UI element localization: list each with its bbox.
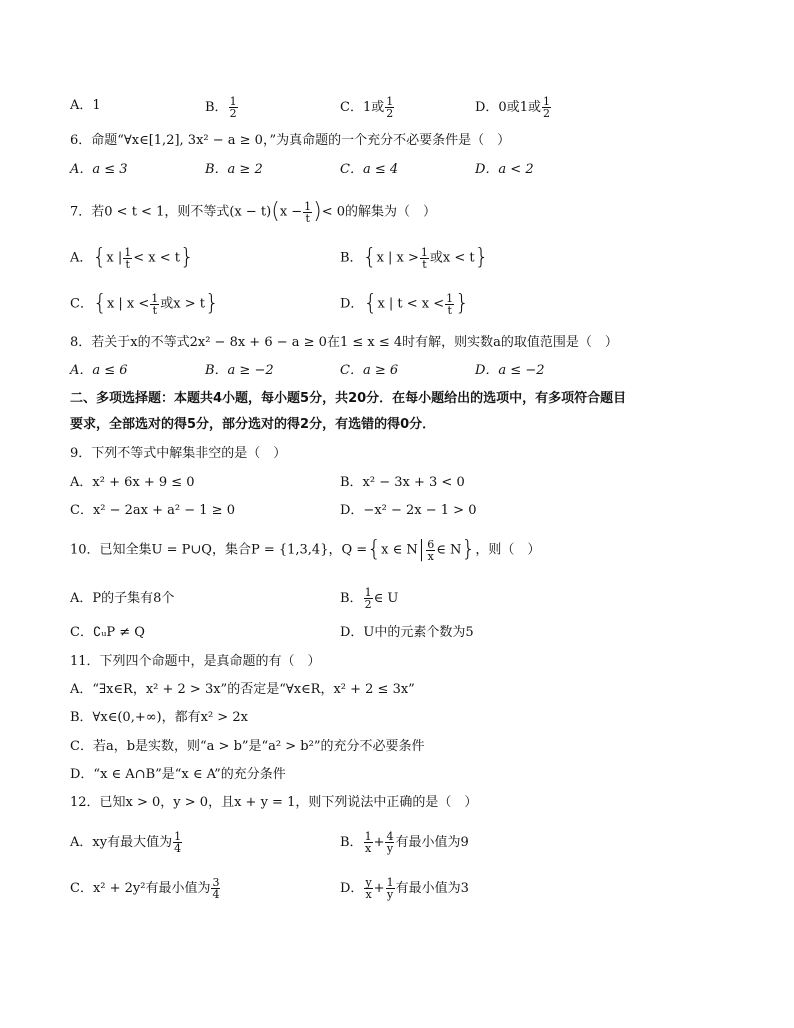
q8-stem-row — [0, 333, 794, 359]
q9-option-c: C．x² − 2ax + a² − 1 ≥ 0 — [70, 503, 235, 518]
q6-option-a: A．a ≤ 3 — [70, 162, 128, 177]
q12-option-d: D． $\frac{y}{x}$ + $\frac{1}{y}$ 有最小值为3 — [340, 876, 469, 901]
q11-option-d: D．“x ∈ A∩B”是“x ∈ A”的充分条件 — [70, 767, 286, 782]
q5-option-a: A．1 — [70, 98, 101, 113]
q6-stem-row — [0, 131, 794, 157]
q7-option-c: C．{x | x < $\frac{1}{t}$ 或x > t} — [70, 291, 220, 317]
q12-options-ab — [0, 826, 794, 860]
q11-option-c-row — [0, 737, 794, 763]
q10-option-d: D．U中的元素个数为5 — [340, 625, 474, 640]
q12-options-cd — [0, 872, 794, 906]
q5-options — [0, 96, 794, 122]
section2-heading-row1 — [0, 389, 794, 415]
q8-option-d: D．a ≤ −2 — [475, 363, 545, 378]
q12-option-a: A．xy有最大值为 $\frac{1}{4}$ — [70, 830, 182, 855]
q7-option-a: A．{x | $\frac{1}{t}$ < x < t} — [70, 245, 194, 271]
q10-option-c: C．∁ᵤP ≠ Q — [70, 625, 145, 640]
q12-stem: 12．已知x > 0，y > 0，且x + y = 1，则下列说法中正确的是（ ） — [70, 795, 478, 810]
q7-options-ab — [0, 243, 794, 273]
q9-stem: 9．下列不等式中解集非空的是（ ） — [70, 446, 287, 461]
q9-option-a: A．x² + 6x + 9 ≤ 0 — [70, 475, 195, 490]
q9-option-d: D．−x² − 2x − 1 > 0 — [340, 503, 477, 518]
q7-option-b: B．{x | x > $\frac{1}{t}$ 或x < t} — [340, 245, 489, 271]
q11-option-d-row — [0, 765, 794, 791]
q7-options-cd — [0, 289, 794, 319]
q6-option-b: B．a ≥ 2 — [205, 162, 263, 177]
q10-options-cd — [0, 623, 794, 649]
q9-stem-row — [0, 444, 794, 470]
q8-options — [0, 361, 794, 387]
q12-option-c: C．x² + 2y²有最小值为 $\frac{3}{4}$ — [70, 876, 220, 901]
q10-option-a: A．P的子集有8个 — [70, 591, 175, 606]
q9-option-b: B．x² − 3x + 3 < 0 — [340, 475, 465, 490]
q10-stem: 10．已知全集U = P∪Q，集合P = {1,3,4}，Q ={x ∈ N| $\frac{6}{x}$ ∈ N}，则（ ） — [70, 537, 541, 563]
q6-stem: 6．命题“∀x∈[1,2], 3x² − a ≥ 0，”为真命题的一个充分不必要条件是（ ） — [70, 133, 511, 148]
q11-option-a: A．“∃x∈R，x² + 2 > 3x”的否定是“∀x∈R，x² + 2 ≤ 3x” — [70, 682, 415, 697]
q7-option-d: D．{x | t < x < $\frac{1}{t}$ } — [340, 291, 470, 317]
q8-stem: 8．若关于x的不等式2x² − 8x + 6 − a ≥ 0在1 ≤ x ≤ 4时有解，则实数a的取值范围是（ ） — [70, 335, 618, 350]
q10-options-ab — [0, 585, 794, 613]
q10-stem-row — [0, 533, 794, 567]
q5-option-d: D．0或1或 $\frac{1}{2}$ — [475, 95, 550, 120]
q8-option-b: B．a ≥ −2 — [205, 363, 274, 378]
q11-option-a-row — [0, 680, 794, 706]
q6-option-c: C．a ≤ 4 — [340, 162, 399, 177]
q11-stem-row — [0, 652, 794, 678]
q5-option-b: B． $\frac{1}{2}$ — [205, 95, 237, 120]
q5-option-c: C．1或 $\frac{1}{2}$ — [340, 95, 394, 120]
q6-option-d: D．a < 2 — [475, 162, 534, 177]
q11-option-c: C．若a，b是实数，则“a > b”是“a² > b²”的充分不必要条件 — [70, 739, 425, 754]
q11-option-b-row — [0, 708, 794, 734]
q12-option-b: B． $\frac{1}{x}$ + $\frac{4}{y}$ 有最小值为9 — [340, 830, 469, 855]
q6-options — [0, 160, 794, 186]
q11-stem: 11．下列四个命题中，是真命题的有（ ） — [70, 654, 321, 669]
q12-stem-row — [0, 793, 794, 819]
q9-options-ab — [0, 473, 794, 499]
q8-option-a: A．a ≤ 6 — [70, 363, 128, 378]
section2-heading-row2 — [0, 415, 794, 441]
q8-option-c: C．a ≥ 6 — [340, 363, 399, 378]
q10-option-b: B． $\frac{1}{2}$ ∈ U — [340, 586, 399, 611]
q7-stem: 7．若0 < t < 1，则不等式(x − t)(x − $\frac{1}{t}$ )< 0的解集为（ ） — [70, 199, 437, 225]
q7-stem-row — [0, 195, 794, 229]
section2-heading: 二、多项选择题：本题共4小题，每小题5分，共20分．在每小题给出的选项中，有多项符合题目 — [70, 391, 627, 406]
q9-options-cd — [0, 501, 794, 527]
section2-instructions: 要求，全部选对的得5分，部分选对的得2分，有选错的得0分． — [70, 417, 436, 432]
q11-option-b: B．∀x∈(0,+∞)，都有x² > 2x — [70, 710, 248, 725]
